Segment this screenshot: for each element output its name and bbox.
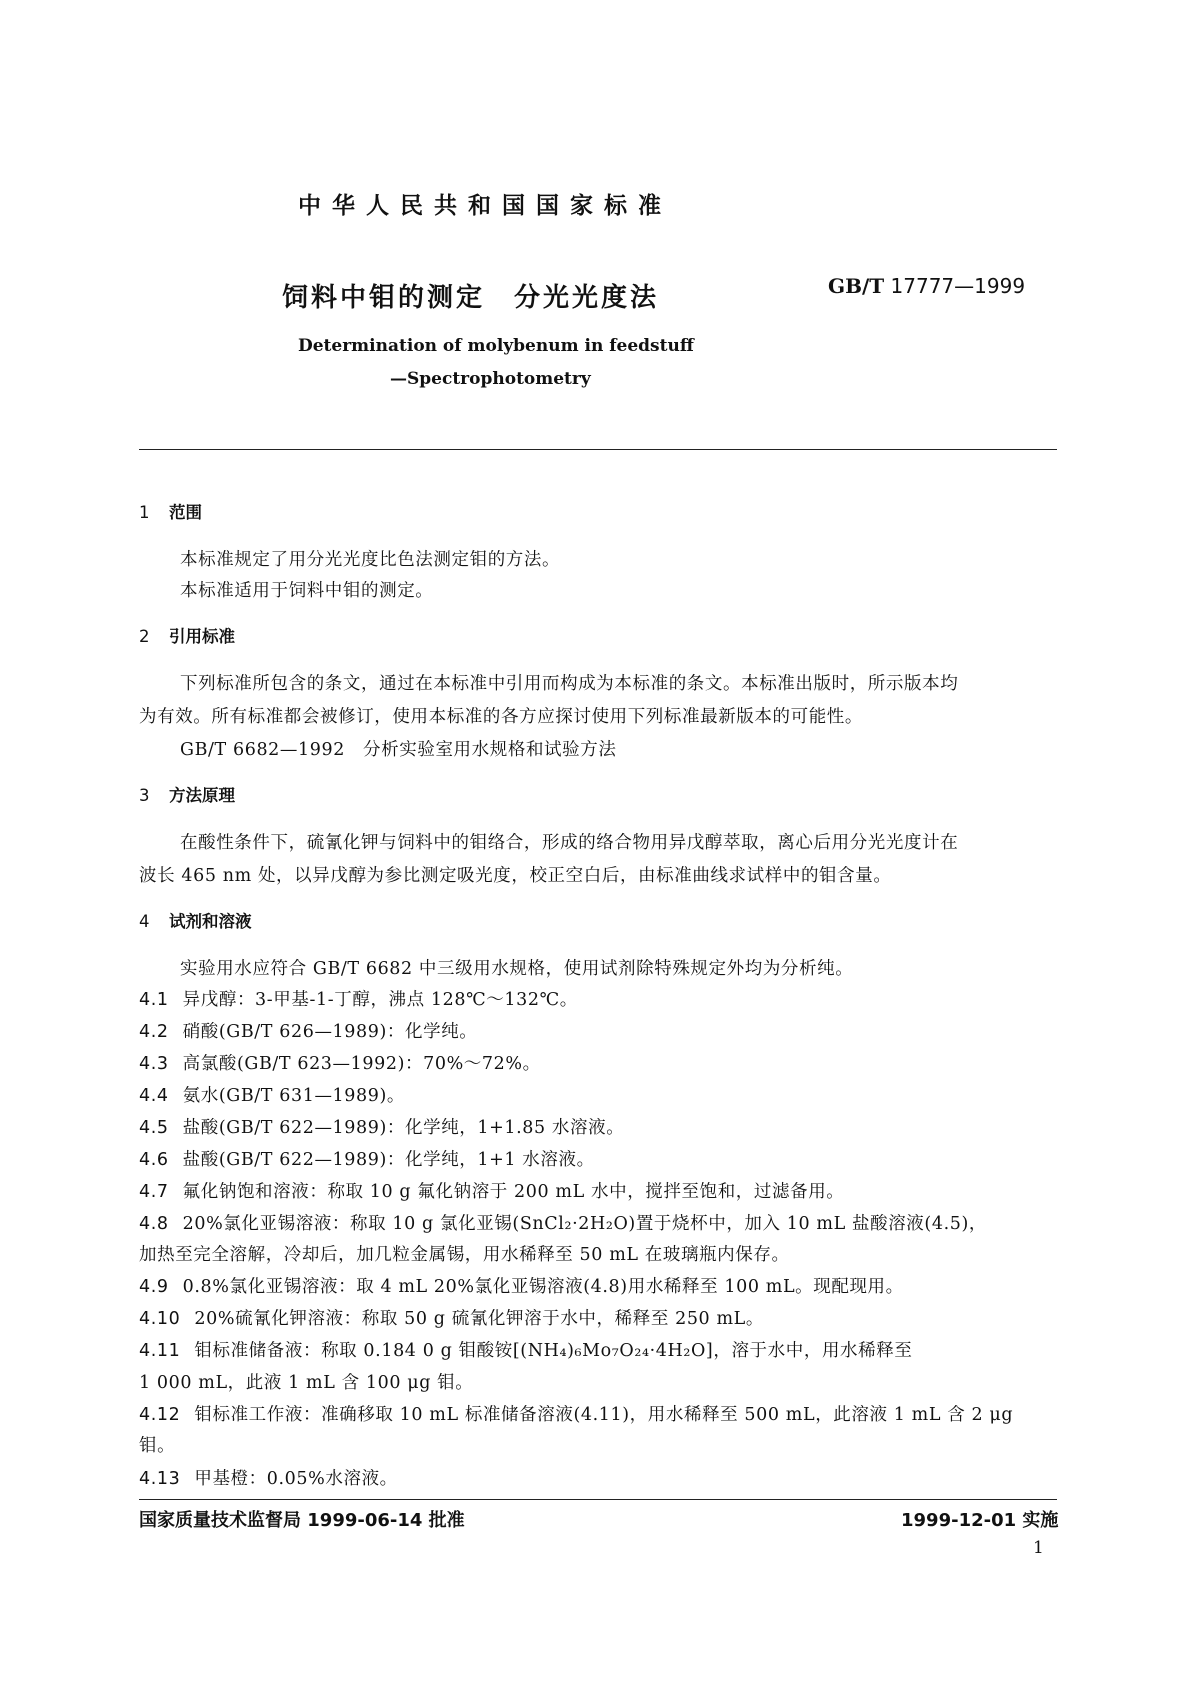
item-number: 4.9	[139, 1277, 169, 1297]
section-number: 3	[139, 786, 150, 805]
item-number: 4.5	[139, 1118, 169, 1138]
item-number: 4.7	[139, 1182, 169, 1202]
section-title: 方法原理	[169, 786, 235, 805]
document-title-en: Determination of molybenum in feedstuff	[298, 336, 694, 356]
item-number: 4.3	[139, 1054, 169, 1074]
section-title: 引用标准	[169, 627, 235, 646]
item-text: 钼标准储备液：称取 0.184 0 g 钼酸铵[(NH₄)₆Mo₇O₂₄·4H₂O]，溶于水中，用水稀释至	[194, 1341, 913, 1361]
item-number: 4.4	[139, 1086, 169, 1106]
list-item	[139, 1178, 844, 1203]
item-number: 4.13	[139, 1469, 181, 1489]
list-item	[139, 1210, 987, 1235]
list-item	[139, 1401, 1013, 1426]
list-item	[139, 1305, 764, 1330]
item-text: 20%氯化亚锡溶液：称取 10 g 氯化亚锡(SnCl₂·2H₂O)置于烧杯中，加入 10 mL 盐酸溶液(4.5)，	[182, 1214, 987, 1234]
item-text: 高氯酸(GB/T 623—1992)：70%～72%。	[182, 1054, 541, 1074]
document-subtitle-en: —Spectrophotometry	[390, 369, 591, 389]
footer-divider	[139, 1499, 1057, 1500]
item-text: 氟化钠饱和溶液：称取 10 g 氟化钠溶于 200 mL 水中，搅拌至饱和，过滤备用。	[182, 1182, 845, 1202]
item-number: 4.2	[139, 1022, 169, 1042]
list-item	[139, 1273, 904, 1298]
list-item	[139, 1050, 541, 1075]
section-title: 范围	[169, 503, 202, 522]
paragraph: 本标准适用于饲料中钼的测定。	[180, 581, 434, 601]
item-text: 氨水(GB/T 631—1989)。	[182, 1086, 406, 1106]
standard-code	[828, 274, 1025, 298]
item-text: 异戊醇：3-甲基-1-丁醇，沸点 128℃～132℃。	[182, 990, 578, 1010]
item-text: 钼标准工作液：准确移取 10 mL 标准储备溶液(4.11)，用水稀释至 500 mL，此溶液 1 mL 含 2 μg	[194, 1405, 1014, 1425]
section-title: 试剂和溶液	[169, 912, 252, 931]
paragraph: 波长 465 nm 处，以异戊醇为参比测定吸光度，校正空白后，由标准曲线求试样中的钼含量。	[139, 866, 892, 886]
implementation-date: 1999-12-01 实施	[901, 1510, 1059, 1531]
section-heading	[139, 499, 202, 523]
normative-reference: GB/T 6682—1992 分析实验室用水规格和试验方法	[180, 740, 617, 760]
standard-code-number: 17777—1999	[890, 274, 1026, 298]
item-text: 20%硫氰化钾溶液：称取 50 g 硫氰化钾溶于水中，稀释至 250 mL。	[194, 1309, 764, 1329]
item-text: 硝酸(GB/T 626—1989)：化学纯。	[182, 1022, 478, 1042]
page-number: 1	[1033, 1538, 1044, 1558]
standard-code-prefix: GB/T	[828, 274, 885, 298]
list-item	[139, 1082, 405, 1107]
paragraph: 实验用水应符合 GB/T 6682 中三级用水规格，使用试剂除特殊规定外均为分析纯。	[180, 959, 854, 979]
list-item-continuation: 钼。	[139, 1436, 176, 1456]
section-number: 2	[139, 627, 150, 646]
item-number: 4.11	[139, 1341, 181, 1361]
paragraph: 本标准规定了用分光光度比色法测定钼的方法。	[180, 550, 561, 570]
paragraph: 为有效。所有标准都会被修订，使用本标准的各方应探讨使用下列标准最新版本的可能性。	[139, 707, 863, 727]
section-number: 4	[139, 912, 150, 931]
list-item	[139, 1465, 398, 1490]
section-heading	[139, 623, 235, 647]
item-number: 4.12	[139, 1405, 181, 1425]
item-text: 盐酸(GB/T 622—1989)：化学纯，1+1.85 水溶液。	[182, 1118, 625, 1138]
item-text: 0.8%氯化亚锡溶液：取 4 mL 20%氯化亚锡溶液(4.8)用水稀释至 100 mL。现配现用。	[182, 1277, 904, 1297]
section-heading	[139, 908, 252, 932]
item-number: 4.8	[139, 1214, 169, 1234]
header-divider	[139, 449, 1057, 450]
item-text: 甲基橙：0.05%水溶液。	[194, 1469, 398, 1489]
item-text: 盐酸(GB/T 622—1989)：化学纯，1+1 水溶液。	[182, 1150, 595, 1170]
document-title-cn: 饲料中钼的测定 分光光度法	[282, 283, 660, 313]
item-number: 4.6	[139, 1150, 169, 1170]
approval-line: 国家质量技术监督局 1999-06-14 批准	[139, 1510, 465, 1531]
section-heading	[139, 782, 235, 806]
list-item-continuation: 加热至完全溶解，冷却后，加几粒金属锡，用水稀释至 50 mL 在玻璃瓶内保存。	[139, 1245, 790, 1265]
list-item	[139, 1018, 477, 1043]
paragraph: 在酸性条件下，硫氰化钾与饲料中的钼络合，形成的络合物用异戊醇萃取，离心后用分光光度计在	[180, 833, 959, 853]
list-item	[139, 1337, 912, 1362]
list-item	[139, 1146, 595, 1171]
item-number: 4.1	[139, 990, 169, 1010]
item-number: 4.10	[139, 1309, 181, 1329]
list-item	[139, 1114, 624, 1139]
list-item-continuation: 1 000 mL，此液 1 mL 含 100 μg 钼。	[139, 1373, 474, 1393]
section-number: 1	[139, 503, 150, 522]
paragraph: 下列标准所包含的条文，通过在本标准中引用而构成为本标准的条文。本标准出版时，所示版本均	[180, 674, 959, 694]
list-item	[139, 986, 578, 1011]
national-standard-heading: 中华人民共和国国家标准	[298, 193, 672, 219]
